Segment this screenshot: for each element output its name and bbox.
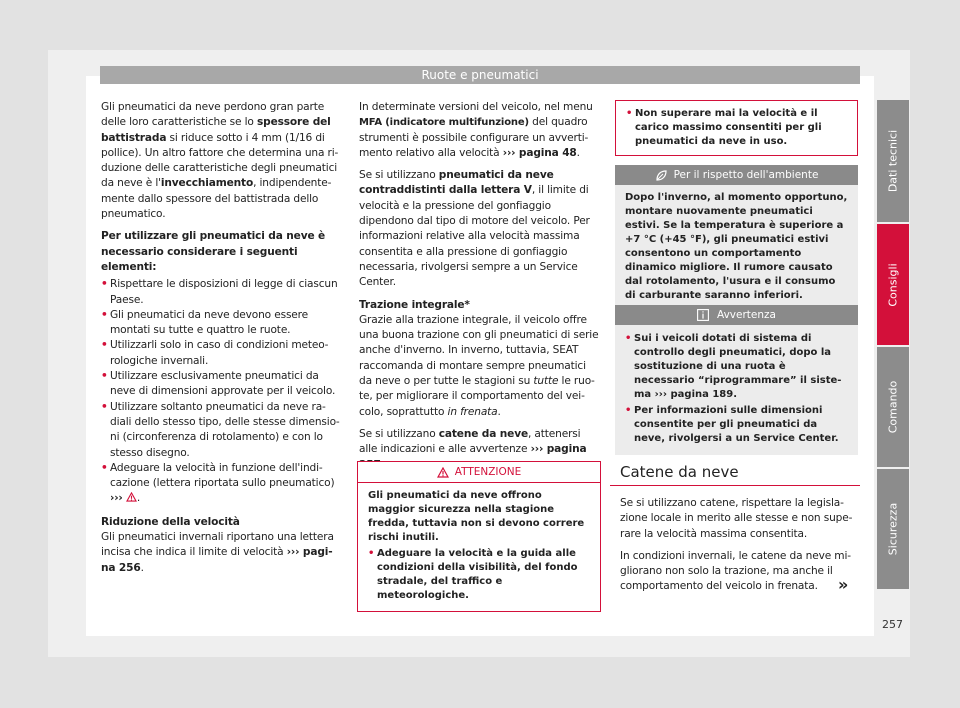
attention-text: Gli pneumatici da neve offrono maggior sicurezza nella stagione fredda, tuttavia non si devono correre rischi inutili. [368,490,585,543]
tab-sicurezza[interactable]: Sicurezza [877,469,909,589]
speed-heading: Riduzione della velocità [101,515,240,528]
page-ref-link[interactable]: ››› pagina 48 [502,146,577,159]
v-tires-paragraph: Se si utilizzano pneumatici da neve contraddistinti dalla lettera V, il limite di velocità e la pressione del gonfiaggio dipendono dal tipo di motore del veicolo. Per informazioni relative alla velocità massima consentita e alla pressione di gonfiaggio necessaria, rivolgersi sempre a un Service Center. [359,169,590,289]
attention-bullet: • Adeguare la velocità e la guida alle condizioni della visibilità, del fondo stradale, del traffico e meteorologiche. [368,547,590,603]
considerations-list [101,277,341,506]
speed-paragraph: Gli pneumatici invernali riportano una lettera incisa che indica il limite di velocità ››› pagina 256. [101,531,334,574]
info-icon [697,309,709,321]
tab-comando[interactable]: Comando [877,347,909,467]
awd-paragraph: Grazie alla trazione integrale, il veicolo offre una buona trazione con gli pneumatici di serie anche d'inverno. In inverno, tuttavia, SEAT raccomanda di montare sempre pneumatici da neve o per tutte le stagioni su tutte le ruote, per migliorare il comportamento del veicolo, soprattutto in frenata. [359,313,599,418]
attention-body [358,483,600,611]
notice-body [615,325,858,455]
chains-ref-paragraph: Se si utilizzano catene da neve, attenersi alle indicazioni e alle avvertenze ››› pagina [359,427,601,473]
warning-bullet: • Non superare mai la velocità e il carico massimo consentiti per gli pneumatici da neve in uso. [626,107,847,149]
page-header: Ruote e pneumatici [100,66,860,84]
notice-bullet: • Sui i veicoli dotati di sistema di controllo degli pneumatici, dopo la sostituzione di una ruota è necessario “riprogrammare” il sistema ››› pagina 189. [625,332,848,402]
environment-text: Dopo l'inverno, al momento opportuno, montare nuovamente pneumatici estivi. Se la temperatura è superiore a +7 °C (+45 °F), gli pneumatici estivi consentono un comportamento dinamico migliore. Il rumore causato dal rotolamento, l'usura e il consumo di carburante saranno inferiori. [625,192,848,301]
chains-section-title: Catene da neve [620,463,739,481]
page-ref-link[interactable]: ››› pagina 189 [654,389,734,400]
chains-section [620,496,860,602]
leaf-icon [655,169,668,182]
attention-title: ATTENZIONE [454,466,522,478]
continue-arrow-icon: » [838,575,849,594]
page-ref-link[interactable]: ››› pagina 256 [101,546,333,574]
chains-paragraph: In condizioni invernali, le catene da neve migliorano non solo la trazione, ma anche il comportamento del veicolo in frenata. [620,549,852,593]
tab-consigli[interactable]: Consigli [877,224,909,345]
list-item: • Utilizzare soltanto pneumatici da neve radiali dello stesso tipo, delle stesse dimensioni (circonferenza di rotolamento) e con lo stesso disegno. [101,400,341,461]
chains-paragraph: Se si utilizzano catene, rispettare la legislazione locale in merito alle stesse e non superare la velocità massima consentita. [620,497,853,540]
notice-bullet: • Per informazioni sulle dimensioni consentite per gli pneumatici da neve, rivolgersi a un Service Center. [625,404,848,446]
list-item: • Utilizzarli solo in caso di condizioni meteorologiche invernali. [101,338,341,369]
notice-header [615,305,858,325]
list-item: • Utilizzare esclusivamente pneumatici da neve di dimensioni approvate per il veicolo. [101,369,341,400]
page-number: 257 [882,618,903,631]
attention-header [358,462,600,483]
column-middle [359,100,601,480]
column-left [101,100,341,583]
list-item: • Rispettare le disposizioni di legge di ciascun Paese. [101,277,341,308]
notice-box [615,305,858,455]
list-item: • Gli pneumatici da neve devono essere montati su tutte e quattro le ruote. [101,308,341,339]
section-divider [610,485,860,486]
tab-dati-tecnici[interactable]: Dati tecnici [877,100,909,222]
warning-triangle-icon [437,467,449,478]
intro-paragraph: Gli pneumatici da neve perdono gran parte delle loro caratteristiche se lo spessore del battistrada si riduce sotto i 4 mm (1/16 di pollice). Un altro fattore che determina una riduzione delle caratteristiche degli pneumatici da neve è l'invecchiamento, indipendentemente dallo spessore del battistrada dello pneumatico. [101,101,339,221]
list-item: • Adeguare la velocità in funzione dell'indicazione (lettera riportata sullo pneumatico) ››› . [101,461,341,507]
awd-heading: Trazione integrale* [359,298,470,311]
environment-box [615,165,858,310]
page-ref-link[interactable]: ››› pagina [530,443,587,456]
notice-title: Avvertenza [717,309,776,321]
mfa-paragraph: In determinate versioni del veicolo, nel menu MFA (indicatore multifunzione) del quadro strumenti è possibile configurare un avvertimento relativo alla velocità ››› pagina 48. [359,101,593,159]
warning-continuation-box [615,100,858,156]
considerations-heading: Per utilizzare gli pneumatici da neve è necessario considerare i seguenti elementi: [101,230,326,273]
warning-triangle-icon[interactable] [126,492,137,502]
ref-arrow[interactable]: ››› [110,492,123,505]
environment-header [615,165,858,185]
environment-title: Per il rispetto dell'ambiente [673,169,819,181]
attention-box [357,461,601,612]
